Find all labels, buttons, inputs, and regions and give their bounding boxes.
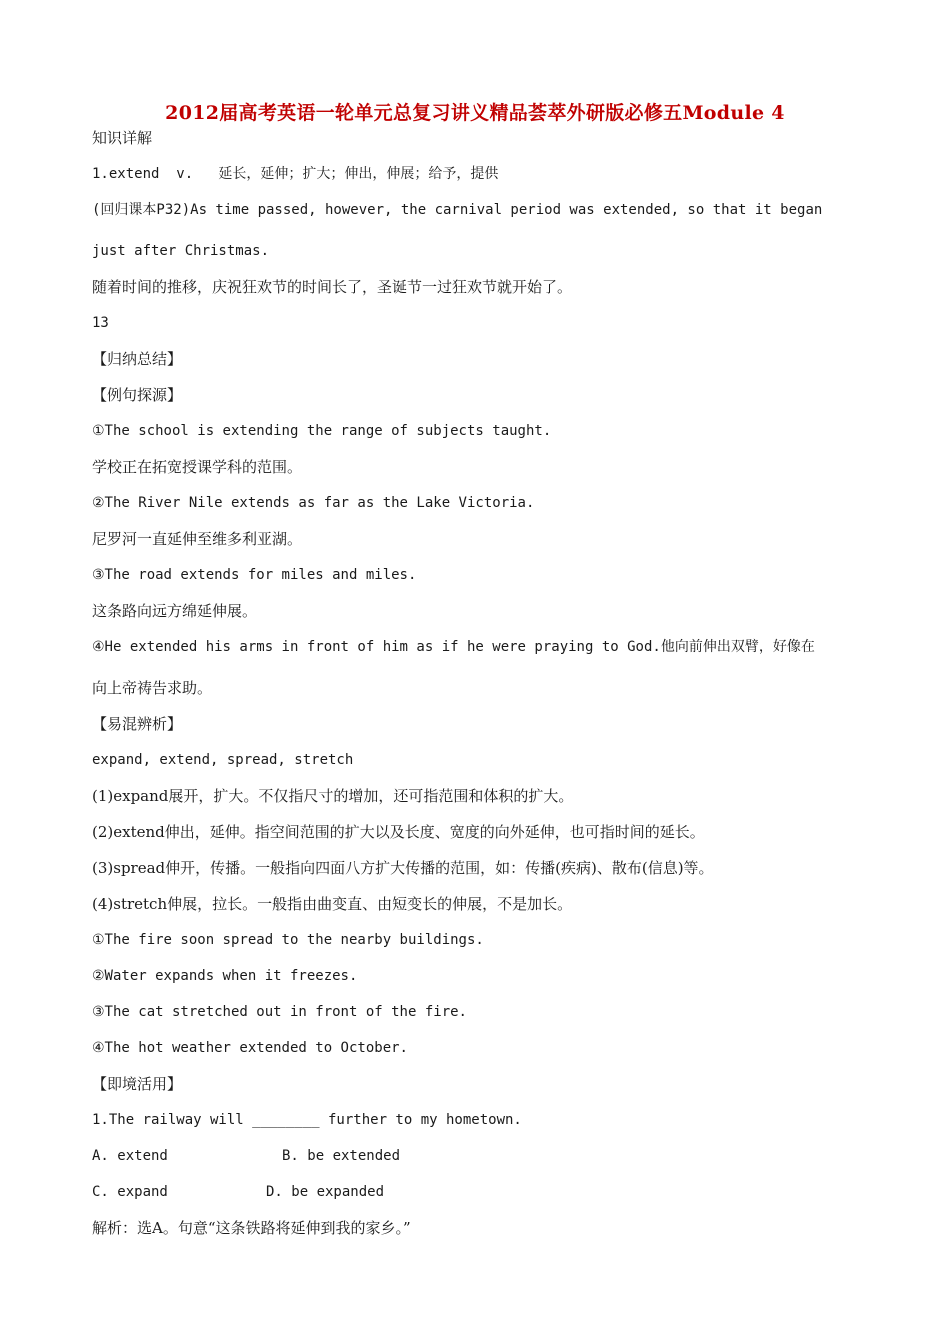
- confusable-expand: (1)expand展开，扩大。不仅指尺寸的增加，还可指范围和体积的扩大。: [92, 787, 574, 805]
- vocab-entry-extend: 1.extend v. 延长，延伸；扩大；伸出，伸展；给予，提供: [92, 166, 499, 182]
- textbook-translation: 随着时间的推移，庆祝狂欢节的时间长了，圣诞节一过狂欢节就开始了。: [92, 278, 573, 296]
- confusable-example-1: ①The fire soon spread to the nearby buildings.: [92, 932, 484, 948]
- confusable-example-3: ③The cat stretched out in front of the fire.: [92, 1004, 467, 1020]
- confusable-extend: (2)extend伸出，延伸。指空间范围的扩大以及长度、宽度的向外延伸，也可指时间的延长。: [92, 823, 705, 841]
- heading-summary: 【归纳总结】: [92, 350, 183, 368]
- practice-options-row-1: [92, 1145, 862, 1181]
- example-sentence-3: ③The road extends for miles and miles.: [92, 567, 417, 583]
- practice-answer-explanation: 解析：选A。句意“这条铁路将延伸到我的家乡。”: [92, 1219, 411, 1237]
- document-body: [92, 127, 862, 1253]
- option-b: B. be extended: [282, 1148, 401, 1164]
- example-sentence-4-continued: 向上帝祷告求助。: [92, 679, 213, 697]
- confusable-words: expand, extend, spread, stretch: [92, 752, 354, 768]
- textbook-sentence-text: (回归课本P32)As time passed, however, the carnival period was extended, so that it began: [92, 202, 823, 218]
- option-c: C. expand: [92, 1184, 168, 1200]
- example-sentence-2: ②The River Nile extends as far as the Lake Victoria.: [92, 495, 535, 511]
- confusable-spread: (3)spread伸开，传播。一般指向四面八方扩大传播的范围，如：传播(疾病)、散布(信息)等。: [92, 859, 714, 877]
- stray-number: 13: [92, 315, 109, 331]
- example-sentence-4: ④He extended his arms in front of him as if he were praying to God.他向前伸出双臂，好像在: [92, 639, 815, 655]
- practice-question-1: 1.The railway will ________ further to my hometown.: [92, 1112, 522, 1128]
- confusable-example-4: ④The hot weather extended to October.: [92, 1040, 408, 1056]
- option-a: A. extend: [92, 1148, 168, 1164]
- heading-confusables: 【易混辨析】: [92, 715, 183, 733]
- section-heading-knowledge: 知识详解: [92, 129, 153, 147]
- heading-example-sources: 【例句探源】: [92, 386, 183, 404]
- heading-practice: 【即境活用】: [92, 1075, 183, 1093]
- example-translation-1: 学校正在拓宽授课学科的范围。: [92, 458, 303, 476]
- example-translation-2: 尼罗河一直延伸至维多利亚湖。: [92, 530, 303, 548]
- document-title: 2012届高考英语一轮单元总复习讲义精品荟萃外研版必修五Module 4: [165, 102, 785, 124]
- confusable-example-2: ②Water expands when it freezes.: [92, 968, 358, 984]
- textbook-sentence-continued: just after Christmas.: [92, 243, 270, 259]
- textbook-sentence: [92, 199, 862, 240]
- option-d: D. be expanded: [266, 1184, 385, 1200]
- confusable-stretch: (4)stretch伸展，拉长。一般指由曲变直、由短变长的伸展，不是加长。: [92, 895, 573, 913]
- practice-options-row-2: [92, 1181, 862, 1217]
- example-translation-3: 这条路向远方绵延伸展。: [92, 602, 258, 620]
- example-sentence-1: ①The school is extending the range of subjects taught.: [92, 423, 552, 439]
